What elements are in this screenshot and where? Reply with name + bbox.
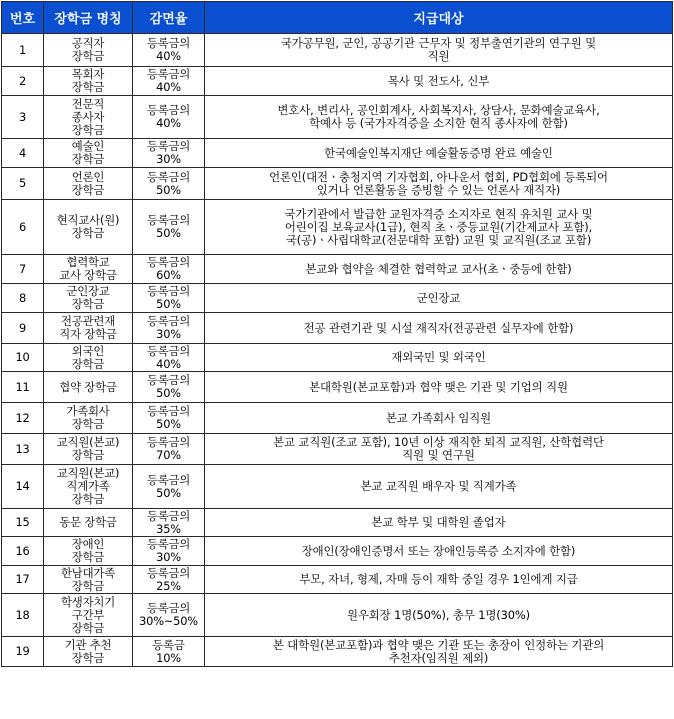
scholarship-name-cell: 기관 추천 장학금: [44, 637, 133, 667]
scholarship-name-cell: 한남대가족 장학금: [44, 566, 133, 594]
scholarship-name-cell: 군인장교 장학금: [44, 284, 133, 313]
eligibility-cell: 군인장교: [205, 284, 673, 313]
table-row: [2, 566, 673, 594]
reduction-rate-cell: 등록금의 35%: [133, 509, 205, 537]
eligibility-cell: 부모, 자녀, 형제, 자매 등이 재학 중일 경우 1인에게 지급: [205, 566, 673, 594]
row-number-cell: 9: [2, 313, 44, 344]
scholarship-name-cell: 외국인 장학금: [44, 344, 133, 372]
reduction-rate-cell: 등록금의 50%: [133, 200, 205, 255]
table-row: [2, 284, 673, 313]
eligibility-cell: 재외국민 및 외국인: [205, 344, 673, 372]
row-number-cell: 3: [2, 96, 44, 139]
row-number-cell: 7: [2, 255, 44, 284]
reduction-rate-cell: 등록금의 30%: [133, 313, 205, 344]
reduction-rate-cell: 등록금의 30%: [133, 139, 205, 168]
scholarship-name-cell: 목회자 장학금: [44, 67, 133, 96]
header-reduction-rate: 감면율: [133, 2, 205, 34]
table-row: [2, 168, 673, 200]
row-number-cell: 12: [2, 403, 44, 434]
reduction-rate-cell: 등록금의 40%: [133, 96, 205, 139]
row-number-cell: 10: [2, 344, 44, 372]
eligibility-cell: 원우회장 1명(50%), 총무 1명(30%): [205, 594, 673, 637]
table-row: [2, 465, 673, 509]
table-row: [2, 537, 673, 566]
table-row: [2, 255, 673, 284]
scholarship-name-cell: 공직자 장학금: [44, 34, 133, 67]
table-row: [2, 200, 673, 255]
eligibility-cell: 장애인(장애인증명서 또는 장애인등록증 소지자에 한함): [205, 537, 673, 566]
reduction-rate-cell: 등록금의 40%: [133, 67, 205, 96]
reduction-rate-cell: 등록금의 50%: [133, 372, 205, 403]
row-number-cell: 13: [2, 434, 44, 465]
scholarship-name-cell: 전공관련재 직자 장학금: [44, 313, 133, 344]
row-number-cell: 1: [2, 34, 44, 67]
reduction-rate-cell: 등록금의 40%: [133, 344, 205, 372]
reduction-rate-cell: 등록금 10%: [133, 637, 205, 667]
table-row: [2, 96, 673, 139]
row-number-cell: 15: [2, 509, 44, 537]
table-row: [2, 637, 673, 667]
scholarship-name-cell: 학생자치기 구간부 장학금: [44, 594, 133, 637]
eligibility-cell: 본 대학원(본교포함)과 협약 맺은 기관 또는 총장이 인정하는 기관의 추천자(임직원 제외): [205, 637, 673, 667]
eligibility-cell: 변호사, 변리사, 공인회계사, 사회복지사, 상담사, 문화예술교육사, 학예사 등 (국가자격증을 소지한 현직 종사자에 한함): [205, 96, 673, 139]
scholarship-name-cell: 협약 장학금: [44, 372, 133, 403]
row-number-cell: 5: [2, 168, 44, 200]
row-number-cell: 2: [2, 67, 44, 96]
eligibility-cell: 본교 학부 및 대학원 졸업자: [205, 509, 673, 537]
row-number-cell: 8: [2, 284, 44, 313]
table-row: [2, 594, 673, 637]
scholarship-name-cell: 동문 장학금: [44, 509, 133, 537]
eligibility-cell: 전공 관련기관 및 시설 재직자(전공관련 실무자에 한함): [205, 313, 673, 344]
eligibility-cell: 한국예술인복지재단 예술활동증명 완료 예술인: [205, 139, 673, 168]
eligibility-cell: 본교와 협약을 체결한 협력학교 교사(초ㆍ중등에 한함): [205, 255, 673, 284]
row-number-cell: 14: [2, 465, 44, 509]
table-row: [2, 509, 673, 537]
table-body: [2, 34, 673, 667]
header-scholarship-name: 장학금 명칭: [44, 2, 133, 34]
row-number-cell: 11: [2, 372, 44, 403]
table-row: [2, 67, 673, 96]
header-eligibility: 지급대상: [205, 2, 673, 34]
header-number: 번호: [2, 2, 44, 34]
scholarship-name-cell: 교직원(본교) 장학금: [44, 434, 133, 465]
scholarship-name-cell: 현직교사(원) 장학금: [44, 200, 133, 255]
eligibility-cell: 국가공무원, 군인, 공공기관 근무자 및 정부출연기관의 연구원 및 직원: [205, 34, 673, 67]
row-number-cell: 16: [2, 537, 44, 566]
reduction-rate-cell: 등록금의 50%: [133, 403, 205, 434]
reduction-rate-cell: 등록금의 50%: [133, 168, 205, 200]
scholarship-name-cell: 장애인 장학금: [44, 537, 133, 566]
scholarship-table: [1, 1, 673, 667]
reduction-rate-cell: 등록금의 30%: [133, 537, 205, 566]
row-number-cell: 19: [2, 637, 44, 667]
reduction-rate-cell: 등록금의 50%: [133, 284, 205, 313]
row-number-cell: 18: [2, 594, 44, 637]
reduction-rate-cell: 등록금의 30%~50%: [133, 594, 205, 637]
eligibility-cell: 본교 교직원(조교 포함), 10년 이상 재직한 퇴직 교직원, 산학협력단 직원 및 연구원: [205, 434, 673, 465]
table-row: [2, 34, 673, 67]
scholarship-name-cell: 언론인 장학금: [44, 168, 133, 200]
reduction-rate-cell: 등록금의 40%: [133, 34, 205, 67]
eligibility-cell: 목사 및 전도사, 신부: [205, 67, 673, 96]
table-row: [2, 434, 673, 465]
scholarship-name-cell: 전문직 종사자 장학금: [44, 96, 133, 139]
reduction-rate-cell: 등록금의 50%: [133, 465, 205, 509]
scholarship-name-cell: 협력학교 교사 장학금: [44, 255, 133, 284]
eligibility-cell: 언론인(대전ㆍ충청지역 기자협회, 아나운서 협회, PD협회에 등록되어 있거나 언론활동을 증빙할 수 있는 언론사 재직자): [205, 168, 673, 200]
header-row: [2, 2, 673, 34]
table-row: [2, 344, 673, 372]
row-number-cell: 4: [2, 139, 44, 168]
row-number-cell: 17: [2, 566, 44, 594]
eligibility-cell: 본교 교직원 배우자 및 직계가족: [205, 465, 673, 509]
table-row: [2, 372, 673, 403]
scholarship-name-cell: 교직원(본교) 직계가족 장학금: [44, 465, 133, 509]
table-row: [2, 313, 673, 344]
eligibility-cell: 본교 가족회사 임직원: [205, 403, 673, 434]
row-number-cell: 6: [2, 200, 44, 255]
scholarship-name-cell: 가족회사 장학금: [44, 403, 133, 434]
table-row: [2, 403, 673, 434]
reduction-rate-cell: 등록금의 70%: [133, 434, 205, 465]
scholarship-name-cell: 예술인 장학금: [44, 139, 133, 168]
reduction-rate-cell: 등록금의 60%: [133, 255, 205, 284]
reduction-rate-cell: 등록금의 25%: [133, 566, 205, 594]
table-row: [2, 139, 673, 168]
eligibility-cell: 본대학원(본교포함)과 협약 맺은 기관 및 기업의 직원: [205, 372, 673, 403]
eligibility-cell: 국가기관에서 발급한 교원자격증 소지자로 현직 유치원 교사 및 어린이집 보육교사(1급), 현직 초ㆍ중등교원(기간제교사 포함), 국(공)ㆍ사립대학교(전문대학 포함) 교원 및 교직원(조교 포함): [205, 200, 673, 255]
